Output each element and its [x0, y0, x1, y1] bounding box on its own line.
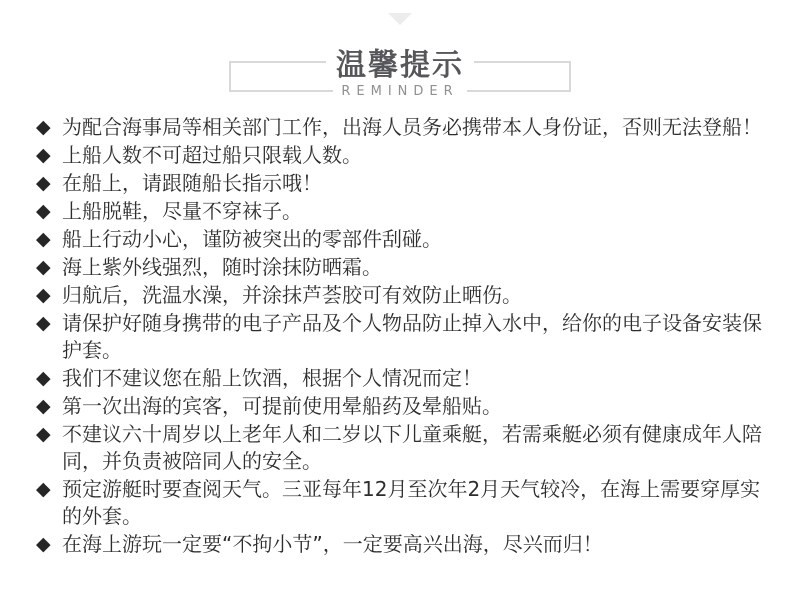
list-item-text: 不建议六十周岁以上老年人和二岁以下儿童乘艇，若需乘艇必须有健康成年人陪同，并负责被陪同人的安全。 — [62, 422, 762, 473]
list-item — [36, 476, 772, 530]
list-item — [36, 226, 772, 253]
list-item-text: 上船人数不可超过船只限载人数。 — [62, 143, 362, 167]
title-row — [229, 45, 571, 83]
list-item-text: 海上紫外线强烈，随时涂抹防晒霜。 — [62, 255, 382, 279]
title-line-right — [474, 61, 571, 63]
diamond-bullet-icon: ◆ — [36, 423, 51, 445]
list-item — [36, 198, 772, 225]
reminder-notice — [0, 13, 800, 558]
diamond-bullet-icon: ◆ — [36, 312, 51, 334]
bracket-right-tick — [569, 62, 571, 91]
diamond-bullet-icon: ◆ — [36, 395, 51, 417]
list-item — [36, 365, 772, 392]
list-item-text: 归航后，洗温水澡，并涂抹芦荟胶可有效防止晒伤。 — [62, 283, 522, 307]
list-item-text: 我们不建议您在船上饮酒，根据个人情况而定！ — [62, 366, 482, 390]
diamond-bullet-icon: ◆ — [36, 172, 51, 194]
list-item-text: 在船上，请跟随船长指示哦！ — [62, 171, 322, 195]
list-item-text: 船上行动小心，谨防被突出的零部件刮碰。 — [62, 227, 442, 251]
diamond-bullet-icon: ◆ — [36, 367, 51, 389]
list-item-text: 上船脱鞋，尽量不穿袜子。 — [62, 199, 302, 223]
page-subtitle: REMINDER — [341, 83, 459, 99]
list-item — [36, 142, 772, 169]
list-item-text: 预定游艇时要查阅天气。三亚每年12月至次年2月天气较冷，在海上需要穿厚实的外套。 — [62, 477, 761, 528]
subtitle-row — [229, 79, 571, 103]
list-item — [36, 170, 772, 197]
list-item — [36, 114, 772, 141]
diamond-bullet-icon: ◆ — [36, 200, 51, 222]
list-item — [36, 393, 772, 420]
diamond-bullet-icon: ◆ — [36, 478, 51, 500]
list-item-text: 为配合海事局等相关部门工作，出海人员务必携带本人身份证，否则无法登船！ — [62, 115, 762, 139]
diamond-bullet-icon: ◆ — [36, 116, 51, 138]
diamond-bullet-icon: ◆ — [36, 228, 51, 250]
diamond-bullet-icon: ◆ — [36, 533, 51, 555]
reminder-list — [36, 114, 772, 558]
diamond-bullet-icon: ◆ — [36, 144, 51, 166]
list-item — [36, 531, 772, 558]
list-item — [36, 254, 772, 281]
list-item-text: 在海上游玩一定要“不拘小节”，一定要高兴出海，尽兴而归！ — [62, 532, 603, 556]
list-item-text: 请保护好随身携带的电子产品及个人物品防止掉入水中，给你的电子设备安装保护套。 — [62, 311, 762, 362]
list-item — [36, 282, 772, 309]
list-item — [36, 421, 772, 475]
subtitle-line-left — [229, 90, 333, 92]
diamond-bullet-icon: ◆ — [36, 256, 51, 278]
subtitle-line-right — [467, 90, 571, 92]
title-line-left — [229, 61, 326, 63]
down-triangle-icon — [388, 13, 412, 25]
list-item-text: 第一次出海的宾客，可提前使用晕船药及晕船贴。 — [62, 394, 502, 418]
list-item — [36, 310, 772, 364]
reminder-header — [229, 45, 571, 103]
bracket-left-tick — [229, 62, 231, 91]
diamond-bullet-icon: ◆ — [36, 284, 51, 306]
page-title: 温馨提示 — [336, 48, 464, 83]
